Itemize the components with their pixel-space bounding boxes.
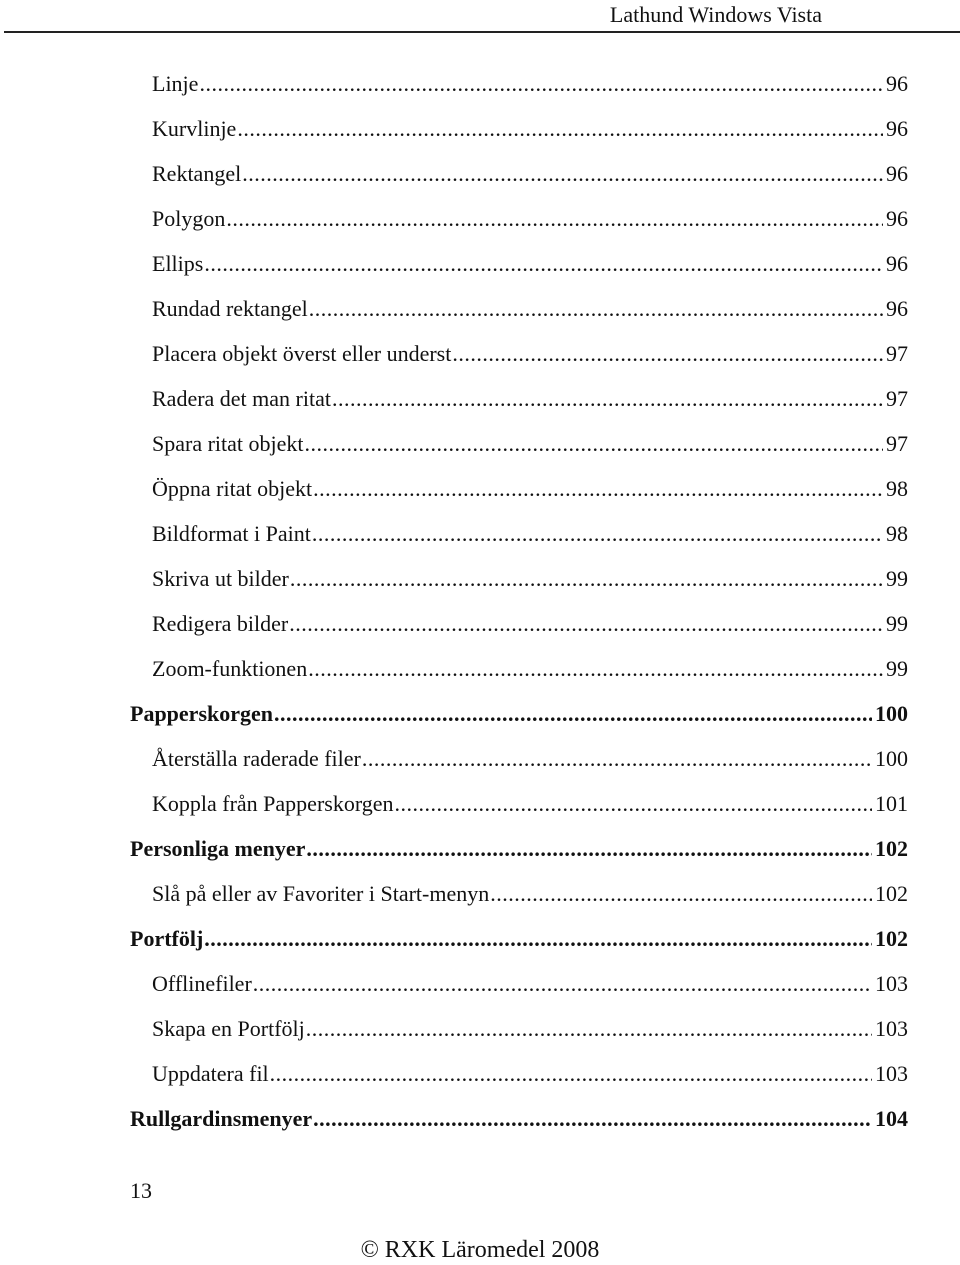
- toc-entry-label: Redigera bilder: [152, 611, 289, 636]
- toc-entry-page: 96: [886, 116, 908, 141]
- toc-subsection-entry: [130, 646, 908, 691]
- toc-entry-page: 96: [886, 206, 908, 231]
- toc-entry-page: 102: [875, 836, 908, 861]
- toc-subsection-entry: [130, 601, 908, 646]
- toc-section-entry: [130, 916, 908, 961]
- toc-entry-label: Radera det man ritat: [152, 386, 331, 411]
- table-of-contents: [130, 61, 908, 1141]
- toc-subsection-entry: [130, 961, 908, 1006]
- toc-dot-leader: [312, 511, 883, 556]
- toc-subsection-entry: [130, 1006, 908, 1051]
- toc-entry-page: 96: [886, 71, 908, 96]
- toc-dot-leader: [313, 1096, 872, 1141]
- toc-entry-label: Kurvlinje: [152, 116, 237, 141]
- toc-entry-label: Offlinefiler: [152, 971, 252, 996]
- toc-entry-page: 96: [886, 251, 908, 276]
- toc-subsection-entry: [130, 196, 908, 241]
- toc-section-entry: [130, 691, 908, 736]
- toc-subsection-entry: [130, 556, 908, 601]
- toc-entry-page: 99: [886, 656, 908, 681]
- toc-dot-leader: [305, 421, 883, 466]
- toc-dot-leader: [306, 826, 872, 871]
- toc-entry-page: 97: [886, 431, 908, 456]
- toc-subsection-entry: [130, 286, 908, 331]
- toc-entry-label: Uppdatera fil: [152, 1061, 269, 1086]
- toc-entry-page: 98: [886, 476, 908, 501]
- toc-entry-page: 98: [886, 521, 908, 546]
- toc-entry-page: 100: [875, 746, 908, 771]
- toc-entry-page: 96: [886, 296, 908, 321]
- toc-dot-leader: [362, 736, 872, 781]
- toc-subsection-entry: [130, 376, 908, 421]
- page-number: 13: [130, 1178, 152, 1203]
- toc-subsection-entry: [130, 1051, 908, 1096]
- toc-entry-label: Placera objekt överst eller underst: [152, 341, 452, 366]
- toc-dot-leader: [242, 151, 883, 196]
- toc-dot-leader: [274, 691, 872, 736]
- toc-dot-leader: [309, 286, 883, 331]
- toc-entry-label: Återställa raderade filer: [152, 746, 361, 771]
- toc-entry-page: 103: [875, 1016, 908, 1041]
- toc-entry-page: 97: [886, 386, 908, 411]
- copyright-notice: © RXK Läromedel 2008: [360, 1237, 600, 1263]
- toc-dot-leader: [289, 601, 883, 646]
- toc-entry-label: Rundad rektangel: [152, 296, 308, 321]
- toc-entry-page: 100: [875, 701, 908, 726]
- toc-subsection-entry: [130, 106, 908, 151]
- toc-entry-page: 99: [886, 611, 908, 636]
- toc-dot-leader: [313, 466, 883, 511]
- toc-entry-label: Ellips: [152, 251, 204, 276]
- toc-entry-label: Öppna ritat objekt: [152, 476, 313, 501]
- running-header-title: Lathund Windows Vista: [609, 2, 822, 27]
- toc-entry-page: 97: [886, 341, 908, 366]
- toc-entry-label: Skriva ut bilder: [152, 566, 289, 591]
- toc-subsection-entry: [130, 466, 908, 511]
- toc-dot-leader: [290, 556, 883, 601]
- toc-subsection-entry: [130, 421, 908, 466]
- toc-entry-page: 104: [875, 1106, 908, 1131]
- toc-dot-leader: [270, 1051, 872, 1096]
- toc-subsection-entry: [130, 61, 908, 106]
- toc-entry-label: Skapa en Portfölj: [152, 1016, 305, 1041]
- toc-dot-leader: [306, 1006, 872, 1051]
- toc-dot-leader: [237, 106, 883, 151]
- toc-dot-leader: [332, 376, 883, 421]
- toc-subsection-entry: [130, 736, 908, 781]
- toc-entry-page: 99: [886, 566, 908, 591]
- toc-entry-page: 102: [875, 881, 908, 906]
- toc-subsection-entry: [130, 241, 908, 286]
- toc-entry-label: Koppla från Papperskorgen: [152, 791, 394, 816]
- toc-entry-page: 103: [875, 1061, 908, 1086]
- toc-dot-leader: [204, 241, 883, 286]
- toc-dot-leader: [199, 61, 883, 106]
- header-rule: [4, 31, 960, 33]
- toc-subsection-entry: [130, 871, 908, 916]
- toc-dot-leader: [490, 871, 872, 916]
- toc-entry-page: 101: [875, 791, 908, 816]
- toc-entry-label: Rektangel: [152, 161, 242, 186]
- toc-entry-page: 102: [875, 926, 908, 951]
- toc-entry-page: 96: [886, 161, 908, 186]
- toc-section-entry: [130, 1096, 908, 1141]
- toc-entry-label: Rullgardinsmenyer: [130, 1106, 313, 1131]
- toc-dot-leader: [308, 646, 883, 691]
- toc-entry-label: Personliga menyer: [130, 836, 306, 861]
- toc-entry-label: Polygon: [152, 206, 226, 231]
- toc-entry-label: Zoom-funktionen: [152, 656, 308, 681]
- toc-dot-leader: [452, 331, 883, 376]
- toc-entry-label: Papperskorgen: [130, 701, 273, 726]
- toc-entry-page: 103: [875, 971, 908, 996]
- toc-subsection-entry: [130, 781, 908, 826]
- toc-entry-label: Bildformat i Paint: [152, 521, 311, 546]
- toc-subsection-entry: [130, 331, 908, 376]
- toc-entry-label: Portfölj: [130, 926, 204, 951]
- toc-dot-leader: [204, 916, 872, 961]
- toc-dot-leader: [226, 196, 883, 241]
- toc-entry-label: Spara ritat objekt: [152, 431, 304, 456]
- toc-subsection-entry: [130, 511, 908, 556]
- toc-section-entry: [130, 826, 908, 871]
- toc-entry-label: Linje: [152, 71, 199, 96]
- toc-entry-label: Slå på eller av Favoriter i Start-menyn: [152, 881, 490, 906]
- toc-dot-leader: [395, 781, 872, 826]
- toc-subsection-entry: [130, 151, 908, 196]
- toc-dot-leader: [253, 961, 872, 1006]
